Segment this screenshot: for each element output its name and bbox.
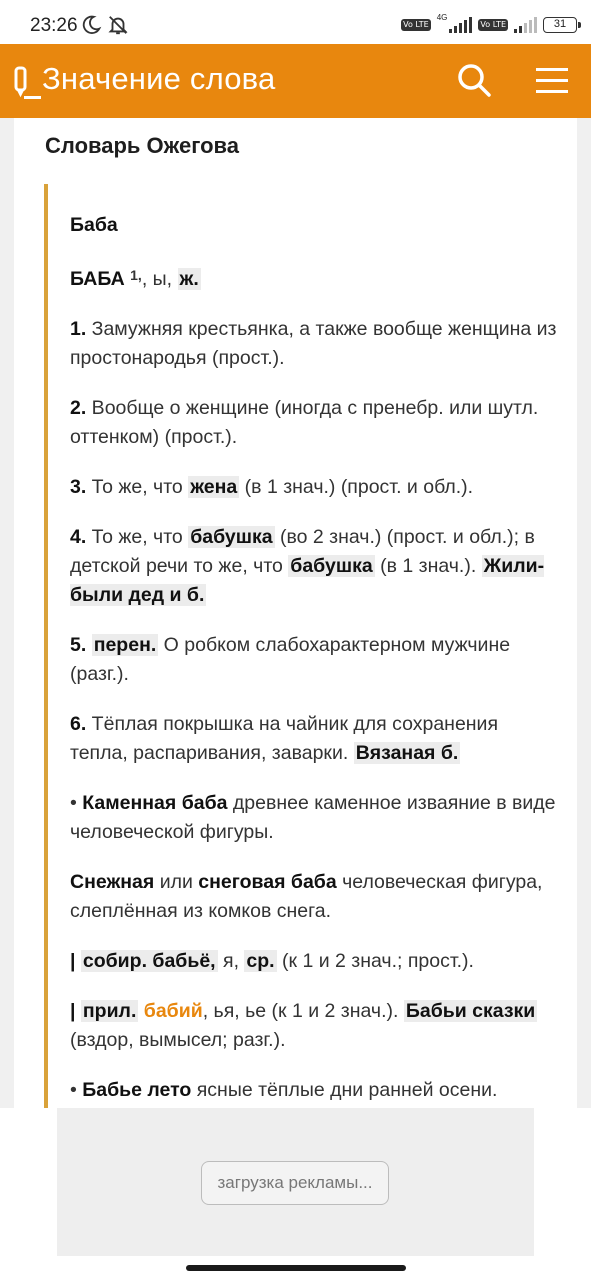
page-content bbox=[0, 118, 591, 1108]
dictionary-entry bbox=[44, 184, 564, 1108]
network-type: 4G bbox=[436, 12, 448, 22]
dictionary-card bbox=[14, 118, 577, 1108]
status-bar bbox=[0, 0, 591, 44]
derivative-babiy: | прил. бабий, ья, ье (к 1 и 2 знач.). Бабьи сказки (вздор, вымысел; разг.). bbox=[70, 1000, 536, 1051]
link-zhena[interactable]: жена bbox=[190, 476, 238, 498]
example-text: Вязаная б. bbox=[355, 742, 459, 764]
link-babushka-2[interactable]: бабушка bbox=[290, 555, 373, 577]
ad-zone bbox=[0, 1108, 591, 1280]
entry-word: Баба bbox=[70, 214, 118, 236]
usage-label: перен. bbox=[93, 634, 157, 656]
link-babushka-1[interactable]: бабушка bbox=[190, 526, 273, 548]
sense-6: 6. Тёплая покрышка на чайник для сохранения тепла, распаривания, заварки. Вязаная б. bbox=[70, 713, 499, 764]
muted-bell-icon bbox=[107, 14, 129, 36]
ad-loading-label: загрузка рекламы... bbox=[201, 1161, 389, 1205]
sense-5: 5. перен. О робком слабохарактерном мужчине (разг.). bbox=[70, 634, 511, 685]
status-time: 23:26 bbox=[30, 15, 78, 36]
homonym-index: 1, bbox=[130, 267, 142, 283]
home-indicator[interactable] bbox=[186, 1265, 406, 1271]
phrase-snezhnaya-baba: Снежная или снеговая баба человеческая фигура, слеплённая из комков снега. bbox=[70, 871, 543, 922]
phrase-babye-leto: • Бабье лето ясные тёплые дни ранней осени. bbox=[70, 1079, 498, 1101]
battery-icon: 31 bbox=[543, 17, 577, 33]
app-title[interactable]: Значение слова bbox=[42, 61, 276, 96]
sense-1: 1. Замужняя крестьянка, а также вообще женщина из простонародья (прост.). bbox=[70, 318, 557, 369]
gender-label: ж. bbox=[179, 268, 199, 290]
dictionary-title: Словарь Ожегова bbox=[45, 133, 239, 158]
signal-strong-icon bbox=[449, 17, 472, 33]
signal-weak-icon bbox=[514, 17, 537, 33]
sense-3: 3. То же, что жена (в 1 знач.) (прост. и обл.). bbox=[70, 476, 474, 498]
ad-banner[interactable] bbox=[57, 1108, 534, 1256]
menu-icon[interactable] bbox=[535, 66, 569, 96]
link-babiy[interactable]: бабий bbox=[143, 1000, 203, 1022]
sense-2: 2. Вообще о женщине (иногда с пренебр. или шутл. оттенком) (прост.). bbox=[70, 397, 539, 448]
derivative-babyo: | собир. бабьё, я, ср. (к 1 и 2 знач.; прост.). bbox=[70, 950, 474, 972]
app-header bbox=[0, 44, 591, 118]
search-icon[interactable] bbox=[455, 61, 493, 99]
pencil-logo-icon bbox=[10, 64, 42, 100]
do-not-disturb-moon-icon bbox=[80, 14, 102, 36]
example-text: Жили-были дед и б. bbox=[70, 555, 545, 606]
volte-icon: Vo LTE bbox=[403, 20, 429, 29]
entry-headword: БАБА $^{1,}$, ы, ж. bbox=[70, 267, 199, 290]
status-icons bbox=[401, 14, 577, 36]
sense-4: 4. То же, что бабушка (во 2 знач.) (прост. и обл.); в детской речи то же, что бабушка (в 1 знач.). Жили-были дед и б. bbox=[70, 526, 545, 606]
phrase-kamennaya-baba: • Каменная баба древнее каменное изваяние в виде человеческой фигуры. bbox=[70, 792, 556, 843]
volte-icon-2: Vo LTE bbox=[480, 20, 506, 29]
